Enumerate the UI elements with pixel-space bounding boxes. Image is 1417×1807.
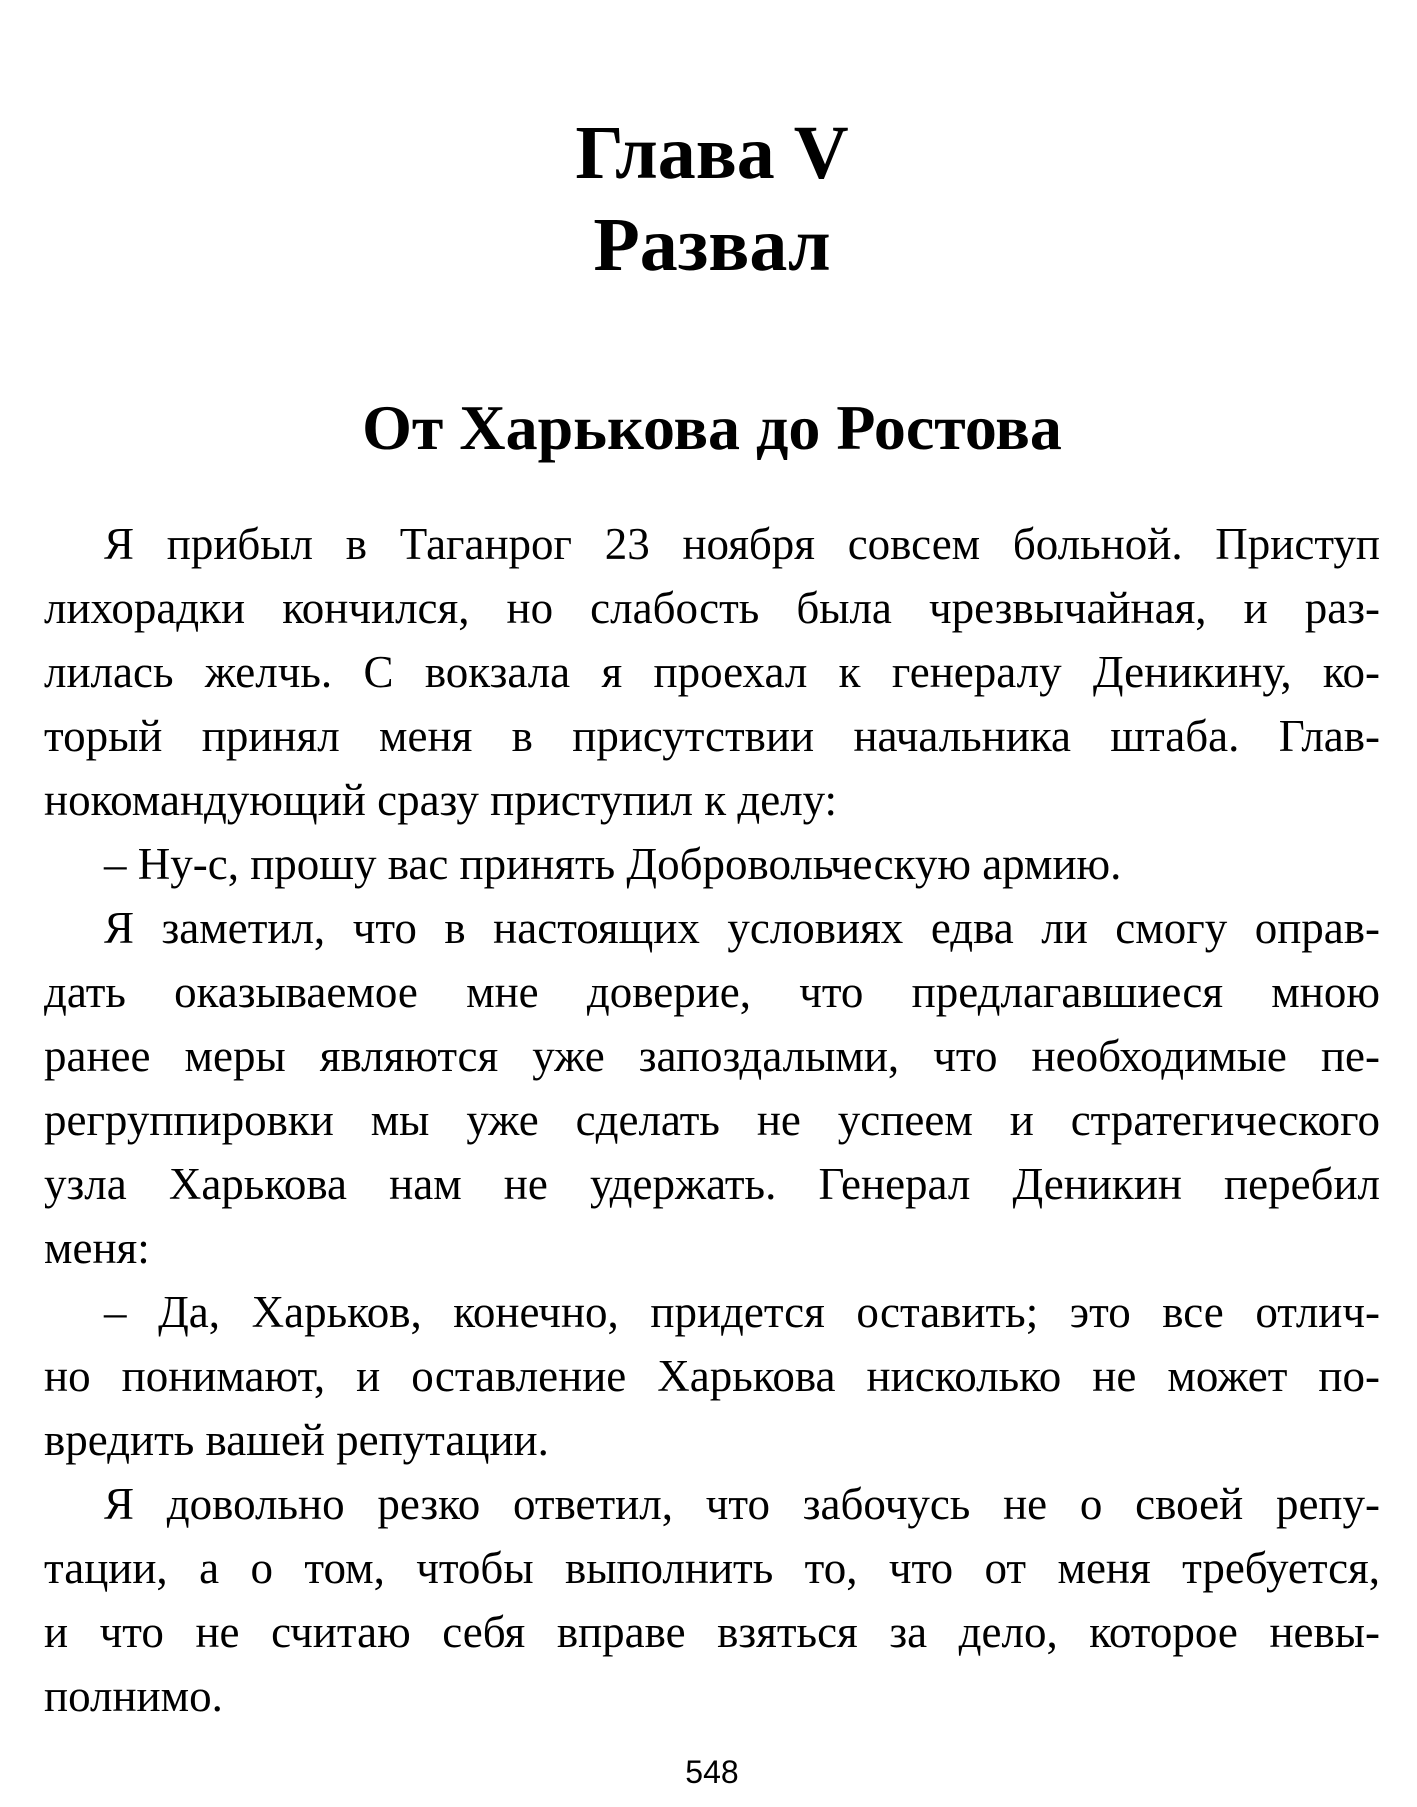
text-line: и что не считаю себя вправе взяться за дело, которое невы- [44, 1607, 1380, 1657]
text-line: тации, а о том, чтобы выполнить то, что от меня требуется, [44, 1543, 1380, 1593]
text-line: меня: [44, 1223, 150, 1273]
text-line: ранее меры являются уже запоздалыми, что необходимые пе- [44, 1031, 1380, 1081]
text-line: лилась желчь. С вокзала я проехал к генералу Деникину, ко- [44, 647, 1380, 697]
text-line: лихорадки кончился, но слабость была чрезвычайная, и раз- [44, 583, 1380, 633]
section-title: От Харькова до Ростова [362, 392, 1062, 463]
text-line: но понимают, и оставление Харькова нисколько не может по- [44, 1351, 1380, 1401]
chapter-title: Развал [593, 203, 831, 287]
text-line: вредить вашей репутации. [44, 1415, 549, 1465]
text-line: нокомандующий сразу приступил к делу: [44, 775, 838, 825]
text-line: регруппировки мы уже сделать не успеем и стратегического [44, 1095, 1380, 1145]
text-line: полнимо. [44, 1671, 223, 1721]
book-page [44, 0, 1380, 1807]
text-line: Я заметил, что в настоящих условиях едва ли смогу оправ- [104, 903, 1380, 953]
text-line: – Ну-с, прошу вас принять Добровольческую армию. [104, 839, 1122, 889]
text-line: узла Харькова нам не удержать. Генерал Деникин перебил [44, 1159, 1380, 1209]
chapter-number: Глава V [575, 111, 849, 195]
page-number: 548 [685, 1754, 739, 1790]
body-text [44, 512, 1380, 1728]
text-line: торый принял меня в присутствии начальника штаба. Глав- [44, 711, 1380, 761]
text-line: Я довольно резко ответил, что забочусь не о своей репу- [104, 1479, 1380, 1529]
text-line: Я прибыл в Таганрог 23 ноября совсем больной. Приступ [104, 519, 1380, 569]
text-line: дать оказываемое мне доверие, что предлагавшиеся мною [44, 967, 1380, 1017]
text-line: – Да, Харьков, конечно, придется оставить; это все отлич- [104, 1287, 1380, 1337]
